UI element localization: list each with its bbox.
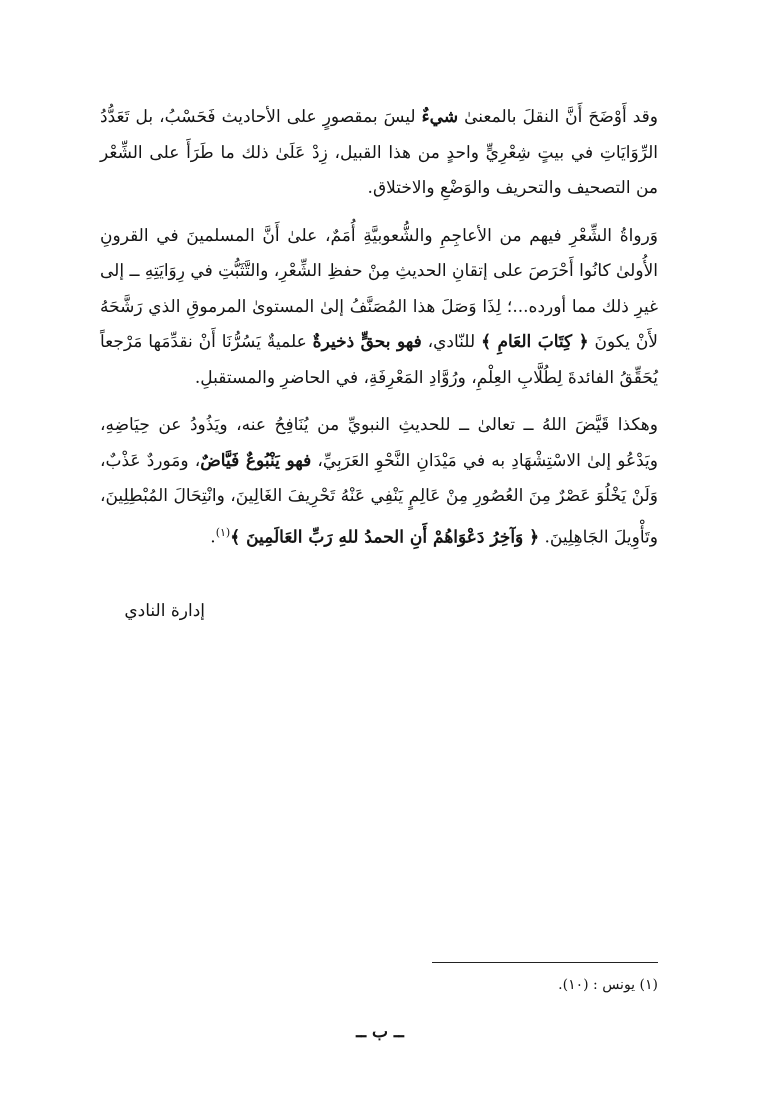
text-segment-bold: شيءٌ [421, 107, 459, 127]
footnote-marker: (١) [215, 525, 231, 539]
footnote: (١) يونس : (١٠). [558, 977, 658, 993]
book-title-quote: ﴿ كِتَابَ العَامِ ﴾ [481, 332, 589, 352]
paragraph [100, 219, 658, 397]
page-number: ــ ب ــ [356, 1022, 404, 1042]
text-segment: ليسَ بمقصورٍ على الأحاديث فَحَسْبُ، بل تَعَدُّدُ الرِّوَايَاتِ في بيتٍ شِعْرِيٍّ واحدٍ من هذا القبيل، زِدْ عَلَىٰ ذلك ما طَرَأَ على الشِّعْر من التصحيف والتحريف والوَضْعِ والاختلاق. [100, 107, 658, 198]
footnote-divider [432, 962, 658, 963]
quran-verse: ﴿ وَآخِرُ دَعْوَاهُمْ أَنِ الحمدُ للهِ رَبِّ العَالَمِينَ ﴾ [230, 527, 540, 548]
text-segment: وهكذا قَيَّضَ اللهُ ــ تعالىٰ ــ للحديثِ النبويِّ من يُنَافِحُ عنه، ويَذُودُ عن حِيَاضِهِ، ويَدْعُو إلىٰ الاسْتِشْهَادِ به في مَيْدَانِ النَّحْوِ العَرَبِيِّ، [100, 415, 658, 471]
text-segment: وَرواةُ الشِّعْرِ فيهم من الأعاجِمِ والشُّعوبيَّةِ أُمَمٌ، علىٰ أَنَّ المسلمينَ في القرونِ الأُولىٰ كانُوا أَحْرَصَ على إتقانِ الحديثِ مِنْ حفظِ الشِّعْرِ، والتَّثَبُّتِ في رِوَايَتِهِ ــ إلى غيرِ ذلك مما أورده...؛ لِذَا وَصَلَ هذا المُصَنَّفُ إلىٰ المستوىٰ المرموقِ الذي رَشَّحَهُ لأَنْ يكونَ [100, 225, 658, 352]
paragraph [100, 408, 658, 556]
text-segment: وقد أَوْضَحَ أَنَّ النقلَ بالمعنىٰ [458, 107, 658, 127]
paragraph [100, 100, 658, 207]
text-segment-bold: فهو بحقٍّ ذخيرةٌ [312, 332, 422, 352]
text-segment: . [210, 527, 216, 548]
text-segment: ، ومَوردٌ عَذْبٌ، وَلَنْ يَخْلُوَ عَصْرٌ مِنَ العُصُورِ مِنْ عَالِمٍ يَنْفِي عَنْهُ تَحْرِيفَ الغَالِينَ، وانْتِحَالَ المُبْطِلِينَ، وتَأْوِيلَ الجَاهِلِينَ. [100, 450, 658, 548]
page-body [100, 100, 658, 568]
text-segment: للنّادي، [421, 332, 482, 352]
signature: إدارة النادي [124, 601, 205, 621]
text-segment: علميةٌ يَسُرُّنَا أَنْ نقدِّمَها مَرْجعاً يُحَقِّقُ الفائدةَ لِطُلَّابِ العِلْمِ، ورُوَّادِ المَعْرِفَةِ، في الحاضرِ والمستقبلِ. [100, 332, 658, 388]
text-segment-bold: فهو يَنْبُوعٌ فَيَّاضٌ [200, 450, 312, 471]
